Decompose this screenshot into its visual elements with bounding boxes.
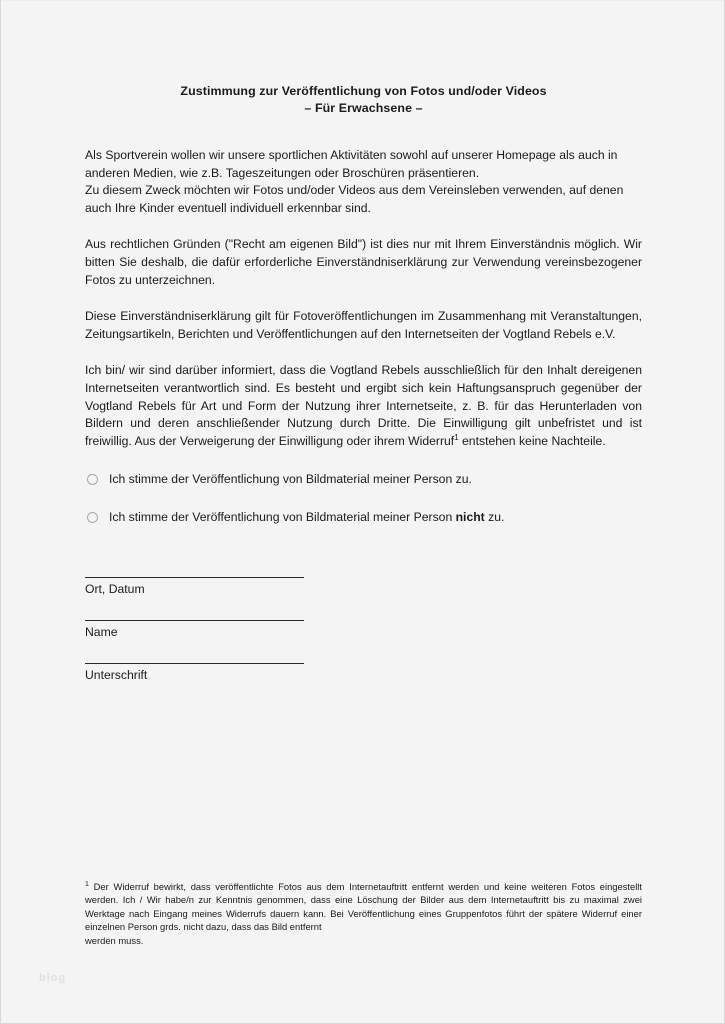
consent-option-decline-emphasis: nicht xyxy=(455,510,485,524)
footnote-marker: 1 xyxy=(85,881,89,888)
signature-rule[interactable] xyxy=(85,577,304,578)
consent-option-agree-text: Ich stimme der Veröffentlichung von Bildmaterial meiner Person zu. xyxy=(109,472,472,486)
signature-field-signature xyxy=(85,663,405,683)
paragraph-liability-text: Ich bin/ wir sind darüber informiert, dass die Vogtland Rebels ausschließlich für den Inhalt dereigenen Internetseiten verantwortlich sind. Es besteht und ergibt sich kein Haftungsanspruch gegenüber der Vogtland Rebels für Art und Form der Nutzung ihrer Internetseite, z. B. für das Herunterladen von Bildern und deren anschließender Nutzung durch Dritte. Die Einwilligung gilt unbefristet und ist freiwillig. Aus der Verweigerung der Einwilligung oder ihrem Widerruf xyxy=(85,363,642,448)
title-line-primary: Zustimmung zur Veröffentlichung von Fotos und/oder Videos xyxy=(180,84,547,98)
title-line-secondary: – Für Erwachsene – xyxy=(304,101,423,115)
footnote-reference-marker: 1 xyxy=(454,432,459,442)
signature-label-name: Name xyxy=(85,625,118,639)
radio-unchecked-icon[interactable] xyxy=(87,512,98,523)
consent-options xyxy=(87,471,647,547)
signature-rule[interactable] xyxy=(85,663,304,664)
signature-label-signature: Unterschrift xyxy=(85,668,148,682)
signature-label-place-date: Ort, Datum xyxy=(85,582,145,596)
consent-option-decline-text-before: Ich stimme der Veröffentlichung von Bildmaterial meiner Person xyxy=(109,510,456,524)
paragraph-liability-tail: entstehen keine Nachteile. xyxy=(458,433,606,448)
consent-option-decline-label xyxy=(109,509,504,525)
footnote-block xyxy=(85,880,642,947)
paragraph-legal-basis: Aus rechtlichen Gründen ("Recht am eigenen Bild") ist dies nur mit Ihrem Einverständnis möglich. Wir bitten Sie deshalb, die dafür erforderliche Einverständniserklärung zur Verwendung vereinsbezogener Fotos zu unterzeichnen. xyxy=(85,237,642,287)
paragraph-intro-part-2: Zu diesem Zweck möchten wir Fotos und/oder Videos aus dem Vereinsleben verwenden, auf denen auch Ihre Kinder eventuell individuell erkennbar sind. xyxy=(85,183,624,215)
document-title xyxy=(85,83,642,117)
paragraph-liability xyxy=(85,362,642,450)
watermark: blog xyxy=(39,972,67,984)
footnote-text: Der Widerruf bewirkt, dass veröffentlichte Fotos aus dem Internetauftritt entfernt werden und keine weiteren Fotos eingestellt werden. Ich / Wir habe/n zur Kenntnis genommen, dass eine Löschung der Bilder aus dem Internetauftritt bis zu maximal zwei Werktage nach Eingang meines Widerrufs dauern kann. Bei Veröffentlichung eines Gruppenfotos führt der spätere Widerruf einer einzelnen Person grds. nicht dazu, dass das Bild entfernt xyxy=(85,881,642,933)
consent-option-agree[interactable] xyxy=(87,471,647,487)
consent-option-agree-label xyxy=(109,471,472,487)
document-body xyxy=(85,147,642,469)
signature-section xyxy=(85,577,405,706)
radio-unchecked-icon[interactable] xyxy=(87,474,98,485)
paragraph-intro-part-1: Als Sportverein wollen wir unsere sportlichen Aktivitäten sowohl auf unserer Homepage als auch in anderen Medien, wie z.B. Tageszeitungen oder Broschüren präsentieren. xyxy=(85,148,618,180)
consent-option-decline[interactable] xyxy=(87,509,647,525)
signature-field-name xyxy=(85,620,405,640)
paragraph-scope: Diese Einverständniserklärung gilt für Fotoveröffentlichungen im Zusammenhang mit Veranstaltungen, Zeitungsartikeln, Berichten und Veröffentlichungen auf den Internetseiten der Vogtland Rebels e.V. xyxy=(85,309,642,341)
signature-rule[interactable] xyxy=(85,620,304,621)
signature-field-place-date xyxy=(85,577,405,597)
paragraph-intro xyxy=(85,147,642,217)
footnote-last-line: werden muss. xyxy=(85,934,144,946)
consent-option-decline-text-after: zu. xyxy=(484,510,505,524)
